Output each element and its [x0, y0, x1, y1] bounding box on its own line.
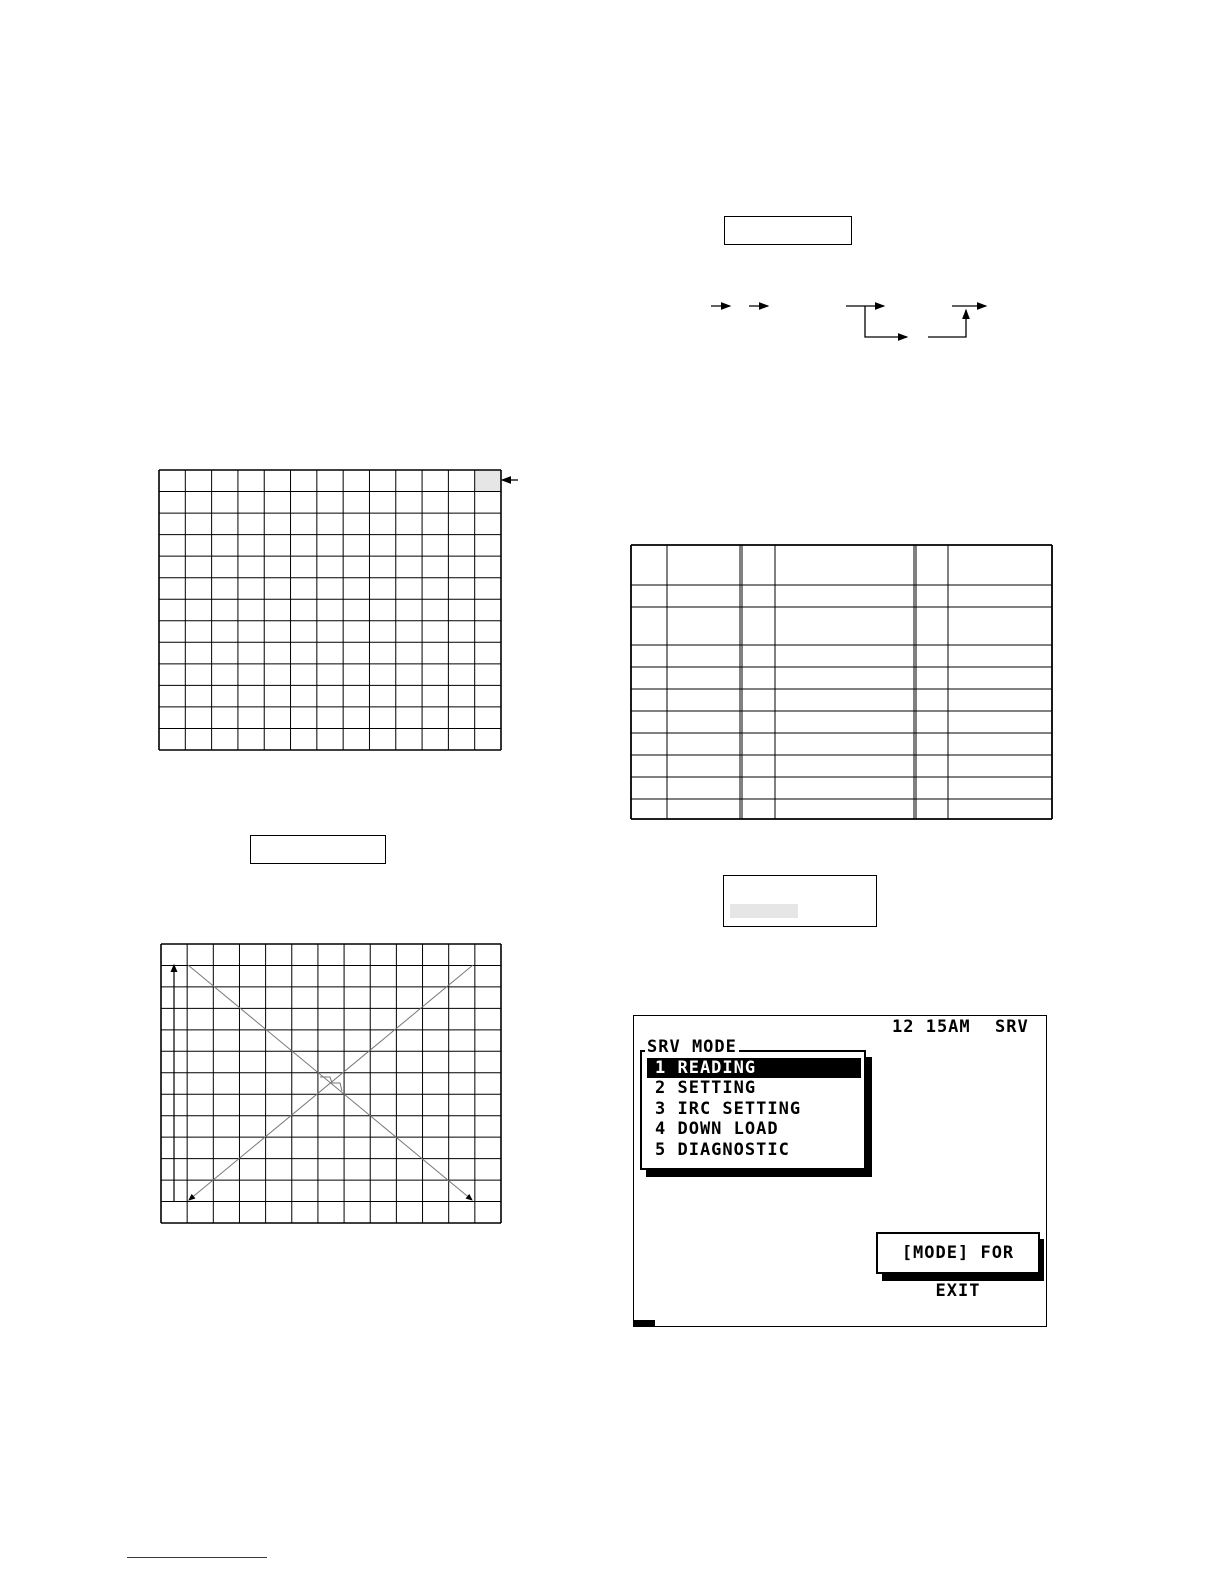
menu-title: SRV MODE: [647, 1037, 737, 1057]
menu-item-reading[interactable]: 1 READING: [647, 1058, 861, 1078]
touch-grid: [158, 469, 502, 751]
selection-box: [723, 875, 877, 927]
menu-item-diagnostic[interactable]: 5 DIAGNOSTIC: [655, 1140, 790, 1160]
text-cursor: [634, 1320, 655, 1326]
menu-item-setting[interactable]: 2 SETTING: [655, 1078, 757, 1098]
data-table: [630, 544, 1053, 820]
calibration-grid: [160, 943, 502, 1224]
flow-branch-up: [928, 310, 966, 337]
mode-indicator: SRV: [995, 1017, 1029, 1037]
label-box-middle: [250, 835, 386, 864]
highlighted-cell: [475, 470, 501, 492]
clock-time: 12 15AM: [892, 1017, 971, 1037]
menu-item-irc-setting[interactable]: 3 IRC SETTING: [655, 1099, 802, 1119]
footer-rule: [127, 1557, 267, 1558]
diagonal-line-a: [188, 965, 472, 1200]
selection-highlight-bar: [730, 904, 798, 918]
exit-hint[interactable]: [MODE] FOR EXIT: [876, 1232, 1040, 1274]
diagonal-line-b: [189, 965, 473, 1200]
flow-branch-down: [865, 306, 907, 337]
menu-item-down-load[interactable]: 4 DOWN LOAD: [655, 1119, 779, 1139]
